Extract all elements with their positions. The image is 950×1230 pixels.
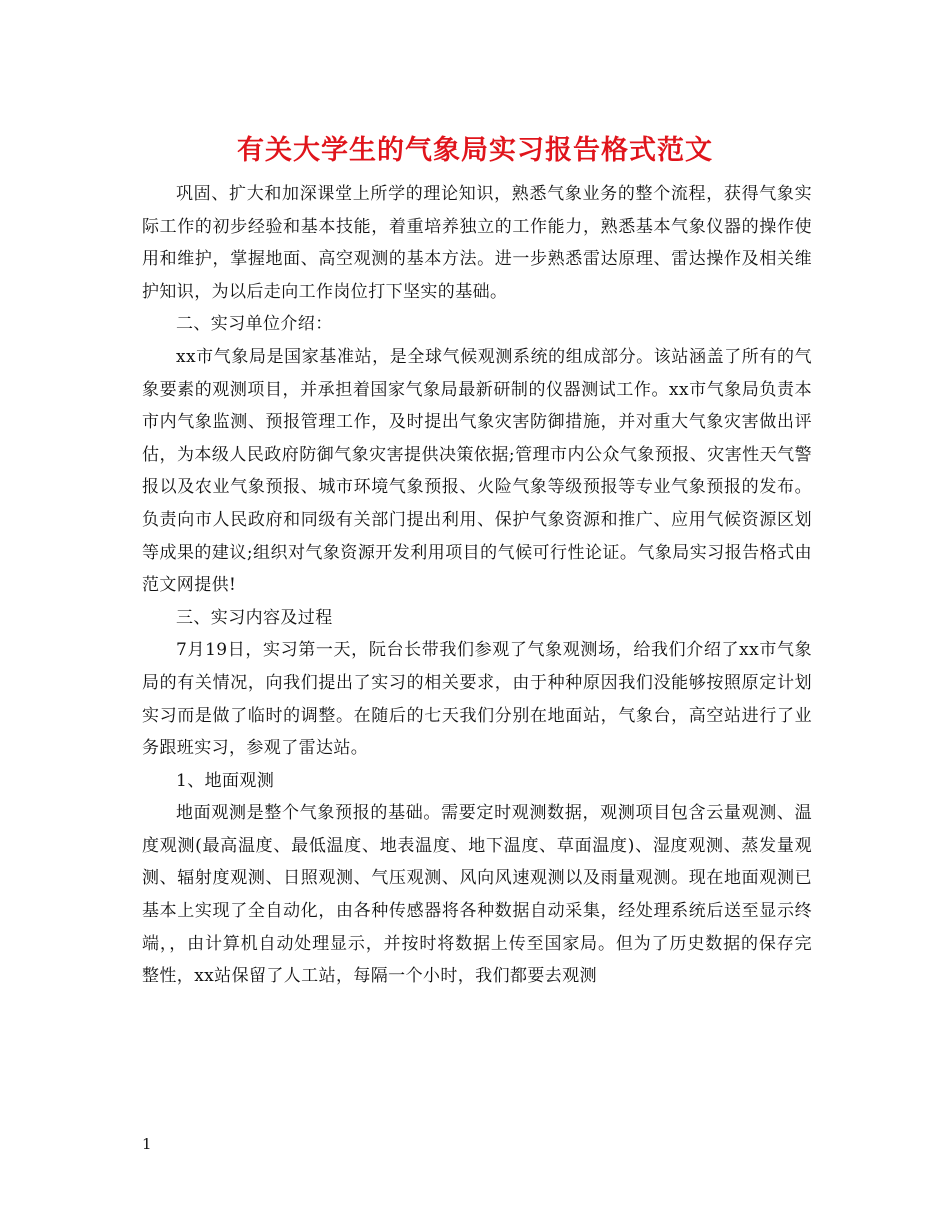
paragraph-unit-intro: xx市气象局是国家基准站，是全球气候观测系统的组成部分。该站涵盖了所有的气象要素的观测项目，并承担着国家气象局最新研制的仪器测试工作。xx市气象局负责本市内气象监测、预报管理工作，及时提出气象灾害防御措施，并对重大气象灾害做出评估，为本级人民政府防御气象灾害提供决策依据;管理市内公众气象预报、灾害性天气警报以及农业气象预报、城市环境气象预报、火险气象等级预报等专业气象预报的发布。负责向市人民政府和同级有关部门提出利用、保护气象资源和推广、应用气候资源区划等成果的建议;组织对气象资源开发利用项目的气候可行性论证。气象局实习报告格式由范文网提供! [142,346,812,596]
page-number: 1 [142,1135,152,1153]
paragraph-first-day: 7月19日，实习第一天，阮台长带我们参观了气象观测场，给我们介绍了xx市气象局的有关情况，向我们提出了实习的相关要求，由于种种原因我们没能够按照原定计划实习而是做了临时的调整。在随后的七天我们分别在地面站，气象台，高空站进行了业务跟班实习，参观了雷达站。 [142,640,812,759]
paragraph-objectives: 巩固、扩大和加深课堂上所学的理论知识，熟悉气象业务的整个流程，获得气象实际工作的初步经验和基本技能，着重培养独立的工作能力，熟悉基本气象仪器的操作使用和维护，掌握地面、高空观测的基本方法。进一步熟悉雷达原理、雷达操作及相关维护知识，为以后走向工作岗位打下坚实的基础。 [142,184,812,302]
document-title: 有关大学生的气象局实习报告格式范文 [237,135,713,166]
paragraph-surface-observation: 地面观测是整个气象预报的基础。需要定时观测数据，观测项目包含云量观测、温度观测(最高温度、最低温度、地表温度、地下温度、草面温度)、湿度观测、蒸发量观测、辐射度观测、日照观测、气压观测、风向风速观测以及雨量观测。现在地面观测已基本上实现了全自动化，由各种传感器将各种数据自动采集，经处理系统后送至显示终端，，由计算机自动处理显示，并按时将数据上传至国家局。但为了历史数据的保存完整性，xx站保留了人工站，每隔一个小时，我们都要去观测 [142,803,812,987]
document-body [142,178,812,993]
section-heading-content-process: 三、实习内容及过程 [176,607,333,628]
section-heading-unit-intro: 二、实习单位介绍： [176,314,333,335]
subsection-heading-surface-observation: 1、地面观测 [176,770,275,791]
